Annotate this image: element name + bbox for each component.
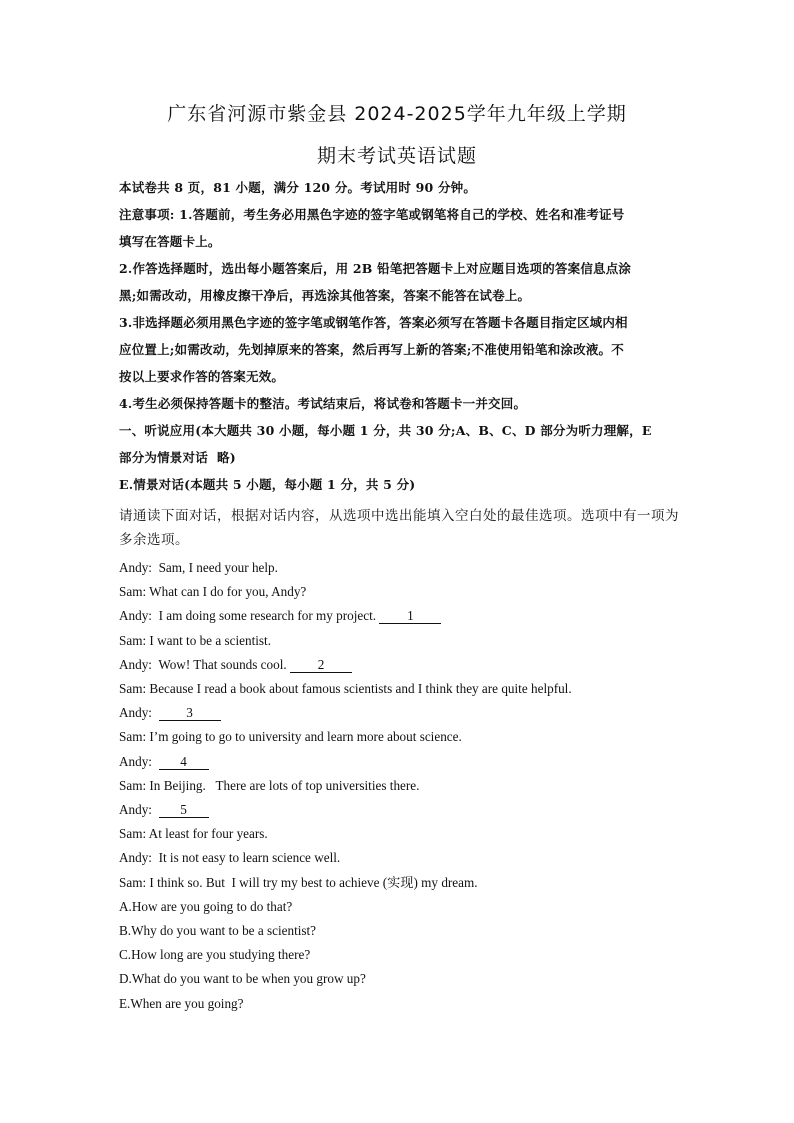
dialogue-line: Andy: 5	[119, 798, 679, 822]
dialogue-line: Sam: Because I read a book about famous scientists and I think they are quite helpful.	[119, 681, 572, 697]
answer-blank[interactable]: 5	[159, 803, 209, 818]
dialogue-line: Sam: I think so. But I will try my best to achieve (实现) my dream.	[119, 874, 478, 890]
instruction-text: 请通读下面对话，根据对话内容，从选项中选出能填入空白处的最佳选项。选项中有一项为	[119, 508, 679, 524]
exam-instructions	[119, 174, 679, 498]
dialogue-line: Andy: 3	[119, 701, 679, 725]
dialogue-line: Sam: I want to be a scientist.	[119, 632, 271, 648]
instruction-line: 4.考生必须保持答题卡的整洁。考试结束后，将试卷和答题卡一并交回。	[119, 396, 527, 411]
instruction-line: 应位置上;如需改动，先划掉原来的答案，然后再写上新的答案;不准使用铅笔和涂改液。不	[119, 342, 624, 357]
answer-option: E.When are you going?	[119, 995, 244, 1011]
dialogue-line: Andy: I am doing some research for my project. 1	[119, 604, 679, 628]
instruction-line: 黑;如需改动，用橡皮擦干净后，再选涂其他答案，答案不能答在试卷上。	[119, 288, 531, 303]
dialogue-line: Andy: It is not easy to learn science well.	[119, 850, 341, 866]
instruction-line: 填写在答题卡上。	[119, 234, 221, 249]
answer-blank[interactable]: 2	[290, 658, 352, 673]
instruction-text: 多余选项。	[119, 532, 189, 548]
page-subtitle: 期末考试英语试题	[316, 145, 477, 167]
dialogue-line: Sam: In Beijing. There are lots of top universities there.	[119, 777, 420, 793]
dialogue	[119, 556, 679, 1016]
dialogue-line: Sam: What can I do for you, Andy?	[119, 584, 307, 600]
answer-option: A.How are you going to do that?	[119, 898, 293, 914]
subsection-heading: E.情景对话(本题共 5 小题，每小题 1 分，共 5 分)	[119, 477, 416, 492]
instruction-line: 本试卷共 8 页，81 小题，满分 120 分。考试用时 90 分钟。	[119, 180, 477, 195]
dialogue-line: Sam: I’m going to go to university and learn more about science.	[119, 729, 462, 745]
section-heading: 一、听说应用(本大题共 30 小题，每小题 1 分，共 30 分;A、B、C、D 部分为听力理解，E	[119, 423, 652, 438]
dialogue-line: Andy: Wow! That sounds cool. 2	[119, 653, 679, 677]
instruction-line: 3.非选择题必须用黑色字迹的签字笔或钢笔作答，答案必须写在答题卡各题目指定区域内相	[119, 315, 628, 330]
answer-blank[interactable]: 1	[379, 609, 441, 624]
page-title: 广东省河源市紫金县 2024-2025学年九年级上学期	[167, 103, 627, 125]
answer-blank[interactable]: 4	[159, 755, 209, 770]
answer-option: B.Why do you want to be a scientist?	[119, 923, 317, 939]
answer-blank[interactable]: 3	[159, 706, 221, 721]
dialogue-line: Sam: At least for four years.	[119, 826, 268, 842]
instruction-line: 注意事项: 1.答题前，考生务必用黑色字迹的签字笔或钢笔将自己的学校、姓名和准考证号	[119, 207, 625, 222]
question-instruction	[119, 504, 679, 552]
section-heading: 部分为情景对话 略)	[119, 450, 236, 465]
dialogue-line: Andy: 4	[119, 750, 679, 774]
answer-option: D.What do you want to be when you grow up?	[119, 971, 366, 987]
dialogue-line: Andy: Sam, I need your help.	[119, 560, 278, 575]
instruction-line: 按以上要求作答的答案无效。	[119, 369, 285, 384]
answer-option: C.How long are you studying there?	[119, 947, 311, 963]
instruction-line: 2.作答选择题时，选出每小题答案后，用 2B 铅笔把答题卡上对应题目选项的答案信息点涂	[119, 261, 632, 276]
